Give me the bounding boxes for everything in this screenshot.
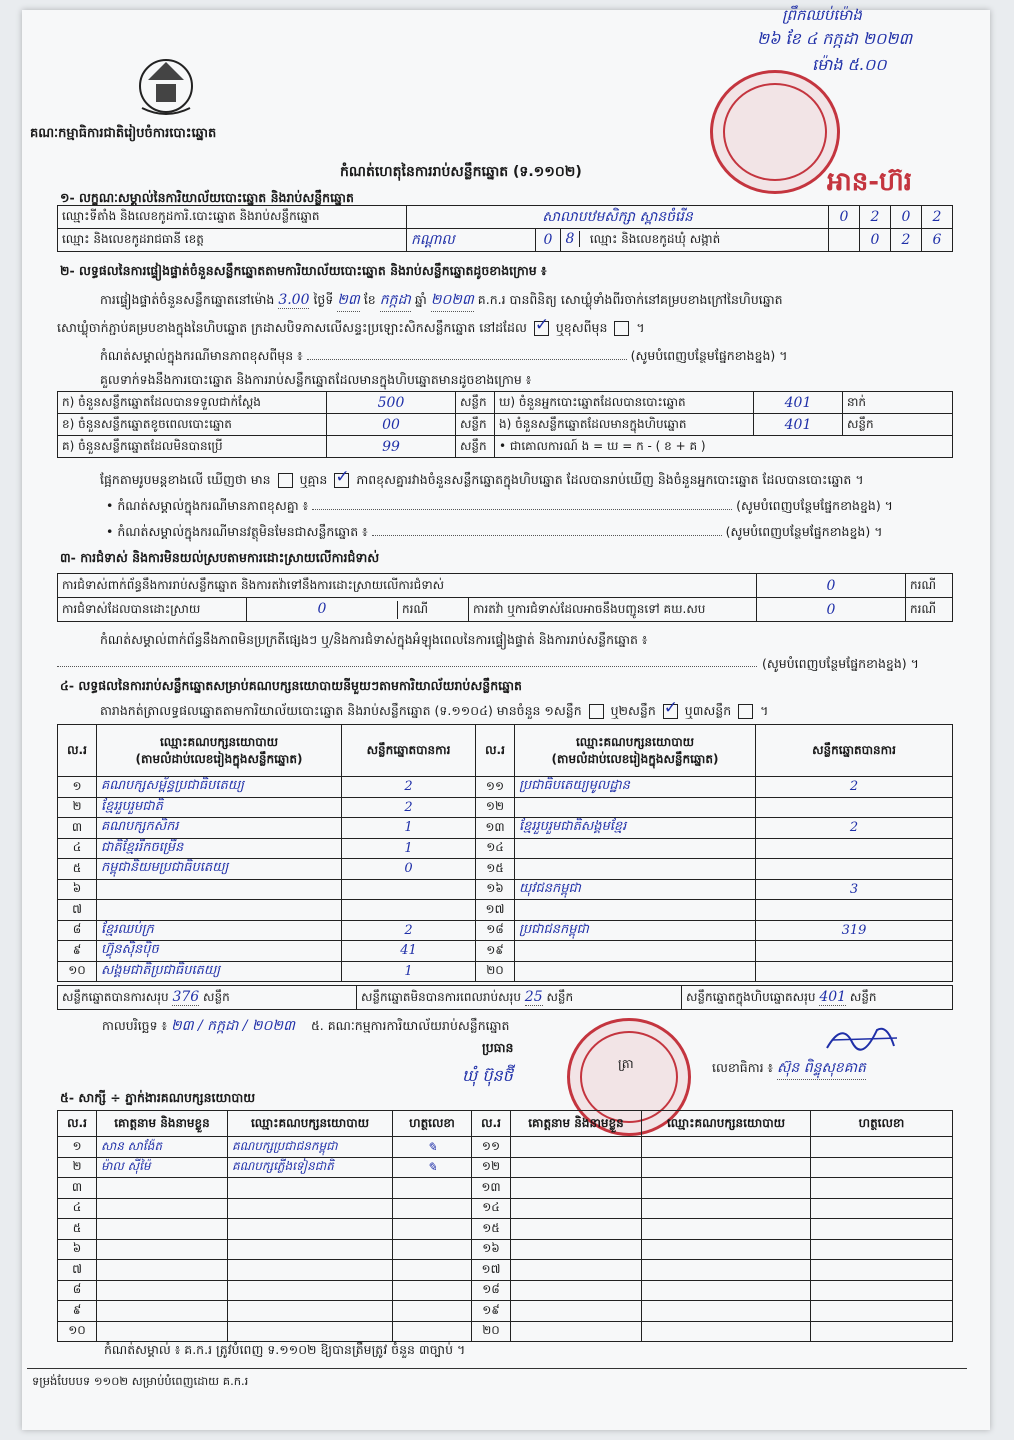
witness-party (228, 1301, 393, 1322)
witness-number: ១២ (472, 1157, 511, 1178)
resolved-value: 0 (317, 600, 327, 617)
voters-label: ឃ) ចំនួនអ្នកបោះឆ្នោតដែលបានបោះឆ្នោត (495, 392, 754, 414)
witness-row (58, 1178, 953, 1199)
verification-year: ២០២៣ (431, 290, 474, 312)
verification-day-label: ថ្ងៃទី (313, 292, 334, 307)
w-col-no-right: ល.រ (472, 1111, 511, 1137)
witness-party (642, 1260, 811, 1281)
witness-signature-icon (811, 1198, 953, 1219)
received-row (58, 392, 953, 414)
party-row (58, 879, 953, 900)
witness-signature-icon (393, 1321, 472, 1342)
change-note (100, 348, 980, 367)
witness-name (511, 1178, 642, 1199)
witness-name (511, 1301, 642, 1322)
stamp-label: ត្រា (618, 1056, 634, 1071)
party-row (58, 797, 953, 818)
section1-heading: ១- លក្ខណៈសម្គាល់នៃការិយាល័យបោះឆ្នោត និងរាប់សន្លឹកឆ្នោត (60, 190, 354, 205)
witness-party (642, 1157, 811, 1178)
witness-signature-icon (393, 1219, 472, 1240)
commune-code-1: 0 (860, 229, 891, 252)
party-number: ១ (58, 777, 97, 798)
province-code-cell (561, 229, 829, 252)
party-votes (756, 961, 953, 982)
province-code-2: 8 (561, 231, 580, 247)
unused-unit: សន្លឹក (456, 436, 495, 458)
closing-date-label: កាលបរិច្ឆេទ ៖ (102, 1018, 168, 1033)
closing-date-value: ២៣ / កក្កដា / ២០២៣ (171, 1018, 295, 1034)
w-col-no-left: ល.រ (58, 1111, 97, 1137)
difference-note (106, 498, 893, 517)
col-party-left: ឈ្មោះគណបក្សនយោបាយ (តាមលំដាប់លេខរៀងក្នុងសន្លឹកឆ្នោត) (97, 725, 342, 777)
party-results-table (57, 724, 953, 982)
col-no-left: ល.រ (58, 725, 97, 777)
witness-number: ៥ (58, 1219, 97, 1240)
witness-name (97, 1260, 228, 1281)
two-sheets-label: ឬ២សន្លឹក (610, 703, 656, 718)
party-votes (756, 859, 953, 880)
difference-none-label: ឬគ្មាន (299, 472, 328, 487)
box-total-value: 401 (819, 988, 847, 1005)
witness-signature-icon (811, 1280, 953, 1301)
col-votes-right: សន្លឹកឆ្នោតបានការ (756, 725, 953, 777)
location-code-4: 2 (922, 206, 953, 229)
witness-number: ២ (58, 1157, 97, 1178)
witness-party (228, 1198, 393, 1219)
party-name: ជាតិខ្មែររីកចម្រើន (97, 838, 342, 859)
party-name: ខ្មែរឈប់ក្រ (97, 920, 342, 941)
objection-unit: ករណី (906, 574, 953, 598)
party-votes: 2 (342, 797, 476, 818)
difference-none-checkbox[interactable] (334, 473, 349, 488)
party-votes: 2 (756, 777, 953, 798)
party-votes: 1 (342, 818, 476, 839)
secretary-line: លេខាធិការ ៖ ស៊ុន ពិន្ទុសុខគាត (712, 1058, 866, 1080)
witness-row (58, 1239, 953, 1260)
witness-signature-icon (393, 1198, 472, 1219)
party-number: ១១ (476, 777, 515, 798)
witness-signature-icon (811, 1321, 953, 1342)
secretary-label: លេខាធិការ (712, 1060, 764, 1075)
witness-number: ១៤ (472, 1198, 511, 1219)
party-name (515, 838, 756, 859)
witness-name (511, 1260, 642, 1281)
party-row (58, 900, 953, 921)
change-note-hint: (សូមបំពេញបន្ថែមផ្នែកខាងខ្នង) ។ (630, 348, 788, 363)
witness-name (97, 1301, 228, 1322)
witness-number: ១១ (472, 1137, 511, 1158)
party-votes: 319 (756, 920, 953, 941)
party-number: ១៧ (476, 900, 515, 921)
changed-label: ឬខុសពីមុន (555, 320, 608, 335)
party-row (58, 941, 953, 962)
province-value: កណ្ដាល (407, 229, 536, 252)
witness-name (511, 1219, 642, 1240)
witness-signature-icon (393, 1301, 472, 1322)
witness-signature-icon (811, 1260, 953, 1281)
party-name: ប្រជាជនកម្ពុជា (515, 920, 756, 941)
party-name: យុវជនកម្ពុជា (515, 879, 756, 900)
witness-signature-icon (393, 1239, 472, 1260)
commune-code-3: 6 (922, 229, 953, 252)
totals-table (57, 985, 953, 1010)
location-code-2: 2 (860, 206, 891, 229)
unused-row (58, 436, 953, 458)
verification-time: 3.00 (278, 292, 310, 308)
spoiled-unit: សន្លឹក (456, 414, 495, 436)
party-votes: 2 (342, 920, 476, 941)
w-col-sign-right: ហត្ថលេខា (811, 1111, 953, 1137)
location-code-3: 0 (891, 206, 922, 229)
spoiled-row (58, 414, 953, 436)
in-box-unit: សន្លឹក (843, 414, 953, 436)
section1-table (57, 205, 953, 252)
section2-table (57, 391, 953, 458)
secretary-name: ស៊ុន ពិន្ទុសុខគាត (777, 1058, 866, 1080)
objection-value: 0 (757, 574, 906, 598)
party-votes (756, 797, 953, 818)
official-seal-icon (710, 70, 840, 194)
three-sheets-checkbox[interactable] (738, 704, 753, 719)
witness-name (97, 1178, 228, 1199)
section4-heading: ៤- លទ្ធផលនៃការរាប់សន្លឹកឆ្នោតសម្រាប់គណបក្សនយោបាយនីមួយៗតាមការិយាល័យរាប់សន្លឹកឆ្នោត (60, 678, 522, 693)
witness-table (57, 1110, 953, 1342)
witness-row (58, 1219, 953, 1240)
col-votes-left: សន្លឹកឆ្នោតបានការ (342, 725, 476, 777)
party-votes: 41 (342, 941, 476, 962)
witness-number: ១៥ (472, 1219, 511, 1240)
unused-value: 99 (327, 436, 456, 458)
witness-number: ១៣ (472, 1178, 511, 1199)
witness-row (58, 1157, 953, 1178)
witness-number: ៣ (58, 1178, 97, 1199)
party-votes: 2 (756, 818, 953, 839)
party-row (58, 920, 953, 941)
party-number: ៤ (58, 838, 97, 859)
foreign-object-hint: (សូមបំពេញបន្ថែមផ្នែកខាងខ្នង) ។ (725, 524, 883, 539)
party-votes (342, 900, 476, 921)
witness-signature-icon (811, 1178, 953, 1199)
commission-name: គណៈកម្មាធិការជាតិរៀបចំការបោះឆ្នោត (30, 126, 217, 141)
invalid-total: សន្លឹកឆ្នោតមិនបានការពេលរាប់សរុប 25 សន្លឹក (357, 986, 682, 1010)
witness-party (228, 1178, 393, 1199)
party-row (58, 818, 953, 839)
corner-note-line1: ព្រឹកឈប់ម៉ោង (782, 6, 862, 24)
witness-number: ១ (58, 1137, 97, 1158)
witness-row (58, 1198, 953, 1219)
party-name (97, 900, 342, 921)
party-name: សង្គមជាតិប្រជាធិបតេយ្យ (97, 961, 342, 982)
witness-name (511, 1280, 642, 1301)
three-sheets-label: ឬ៣សន្លឹក (684, 703, 732, 718)
verification-month-label: ខែ (363, 292, 376, 307)
witness-name (97, 1239, 228, 1260)
party-name: ប្រជាធិបតេយ្យមូលដ្ឋាន (515, 777, 756, 798)
witness-number: ៤ (58, 1198, 97, 1219)
witness-party (642, 1198, 811, 1219)
witness-signature-icon (393, 1178, 472, 1199)
verification-day: ២៣ (337, 290, 360, 312)
witness-name: ម៉ាល ស៊ីម៉ៃ (97, 1157, 228, 1178)
witness-party (642, 1178, 811, 1199)
witness-signature-icon (811, 1157, 953, 1178)
party-number: ៣ (58, 818, 97, 839)
party-votes (756, 838, 953, 859)
voters-unit: នាក់ (843, 392, 953, 414)
form-footer: ទម្រង់បែបបទ ១១០២ សម្រាប់បំពេញដោយ គ.ក.រ (32, 1374, 249, 1388)
witness-name (511, 1321, 642, 1342)
witness-name (511, 1239, 642, 1260)
party-name (515, 900, 756, 921)
witness-party: គណបក្សប្រជាជនកម្ពុជា (228, 1137, 393, 1158)
party-row (58, 961, 953, 982)
foreign-object-note (106, 524, 882, 543)
commune-label: ឈ្មោះ និងលេខកូដឃុំ សង្កាត់ (589, 232, 721, 246)
party-name (515, 941, 756, 962)
party-votes (756, 941, 953, 962)
witness-party (642, 1321, 811, 1342)
footnote: កំណត់សម្គាល់ ៖ គ.ក.រ ត្រូវបំពេញ ទ.១១០២ ឱ្យបានត្រឹមត្រូវ ចំនួន ៣ច្បាប់ ។ (104, 1342, 466, 1357)
resolved-label: ការជំទាស់ដែលបានដោះស្រាយ (58, 598, 247, 622)
witness-row (58, 1137, 953, 1158)
witness-party (642, 1219, 811, 1240)
witness-party (642, 1137, 811, 1158)
commission-line: ៥. គណៈកម្មការការិយាល័យរាប់សន្លឹកឆ្នោត (310, 1018, 510, 1033)
section2-heading: ២- លទ្ធផលនៃការផ្ទៀងផ្ទាត់ចំនួនសន្លឹកឆ្នោតតាមការិយាល័យបោះឆ្នោត និងរាប់សន្លឹកឆ្នោតដូចខាងក្រោម ៖ (60, 263, 547, 278)
party-number: ១៦ (476, 879, 515, 900)
witness-party (228, 1260, 393, 1281)
party-number: ២០ (476, 961, 515, 982)
witness-signature-icon: ✎ (393, 1157, 472, 1178)
section3-table (57, 573, 953, 622)
seal-status-text: សោឃ្លុំចាក់ភ្ជាប់គម្របខាងក្នុងនៃហិបឆ្នោត ក្រដាសបិទភាសលើសន្ទះប្រឡោះសិកសន្លឹកឆ្នោត នៅដដែល (57, 320, 527, 335)
forwarded-label: ការតវ៉ា ឬការជំទាស់ដែលអាចនឹងបញ្ជូនទៅ គឃ.សប (469, 598, 757, 622)
valid-total: សន្លឹកឆ្នោតបានការសរុប 376 សន្លឹក (58, 986, 357, 1010)
nec-logo-icon (134, 50, 198, 120)
unchanged-checkbox[interactable] (534, 321, 549, 336)
difference-text: ភាពខុសគ្នារវាងចំនួនសន្លឹកឆ្នោតក្នុងហិបឆ្នោត ដែលបានរាប់ឃើញ និងចំនួនអ្នកបោះឆ្នោត ដែលបានបោះឆ្នោត ។ (356, 472, 864, 487)
irregularity-note: កំណត់សម្គាល់ពាក់ព័ន្ធនឹងភាពមិនប្រក្រតីផ្សេងៗ ឬ/និងការជំទាស់ក្នុងអំឡុងពេលនៃការផ្ទៀងផ្ទាត់ និងការរាប់សន្លឹកឆ្នោត ៖ (100, 632, 648, 647)
witness-number: ១៦ (472, 1239, 511, 1260)
in-box-label: ង) ចំនួនសន្លឹកឆ្នោតដែលមានក្នុងហិបឆ្នោត (495, 414, 754, 436)
commune-code-blank (829, 229, 860, 252)
party-votes: 1 (342, 961, 476, 982)
spoiled-value: 00 (327, 414, 456, 436)
party-number: ២ (58, 797, 97, 818)
received-value: 500 (327, 392, 456, 414)
w-col-party-right: ឈ្មោះគណបក្សនយោបាយ (642, 1111, 811, 1137)
witness-number: ១៩ (472, 1301, 511, 1322)
resolved-cell (247, 598, 469, 622)
secretary-signature-icon (822, 1020, 902, 1054)
changed-checkbox[interactable] (614, 321, 629, 336)
witness-name (511, 1157, 642, 1178)
witness-signature-icon (811, 1219, 953, 1240)
party-votes: 0 (342, 859, 476, 880)
verification-text: គ.ក.រ បានពិនិត្យ សោឃ្លុំទាំងពីរចាក់នៅគម្របខាងក្រៅនៃហិបឆ្នោត (477, 292, 783, 307)
party-row (58, 777, 953, 798)
chair-label: ប្រធាន (482, 1040, 514, 1055)
party-name: ហ៊្វុនស៊ិនប៉ិច (97, 941, 342, 962)
party-number: ៦ (58, 879, 97, 900)
verification-line2: សោឃ្លុំចាក់ភ្ជាប់គម្របខាងក្នុងនៃហិបឆ្នោត ក្រដាសបិទភាសលើសន្ទះប្រឡោះសិកសន្លឹកឆ្នោត នៅដដែល ✓ ឬខុសពីមុន ។ (57, 320, 645, 339)
in-box-value: 401 (754, 414, 843, 436)
received-unit: សន្លឹក (456, 392, 495, 414)
w-col-name-left: គោត្តនាម និងនាមខ្លួន (97, 1111, 228, 1137)
witness-party (642, 1239, 811, 1260)
witness-name: សាន សាង៉ែត (97, 1137, 228, 1158)
location-label: ឈ្មោះទីតាំង និងលេខកូដការិ.បោះឆ្នោត និងរាប់សន្លឹកឆ្នោត (58, 206, 407, 229)
party-number: ១៣ (476, 818, 515, 839)
col-party-right: ឈ្មោះគណបក្សនយោបាយ (តាមលំដាប់លេខរៀងក្នុងសន្លឹកឆ្នោត) (515, 725, 756, 777)
w-col-name-right: គោត្តនាម និងនាមខ្លួន (511, 1111, 642, 1137)
chair-signature: ឃុំ ប៊ុនថ៊ី (462, 1066, 513, 1085)
witness-row (58, 1260, 953, 1281)
w-col-sign-left: ហត្ថលេខា (393, 1111, 472, 1137)
witness-name (97, 1280, 228, 1301)
witness-number: ១៨ (472, 1280, 511, 1301)
section3-heading: ៣- ការជំទាស់ និងការមិនយល់ស្របតាមការដោះស្រាយលើការជំទាស់ (60, 550, 380, 565)
witness-name (97, 1198, 228, 1219)
form-title: កំណត់ហេតុនៃការរាប់សន្លឹកឆ្នោត (ទ.១១០២) (340, 164, 582, 180)
witness-name (511, 1198, 642, 1219)
party-row (58, 838, 953, 859)
verification-month: កក្កដា (380, 290, 411, 312)
party-name (515, 961, 756, 982)
witness-row (58, 1280, 953, 1301)
witness-signature-icon (811, 1239, 953, 1260)
tally-sheets-text: តារាងកត់ត្រាលទ្ធផលឆ្នោតតាមការិយាល័យបោះឆ្នោត និងរាប់សន្លឹកឆ្នោត (ទ.១១០៤) មានចំនួន ១សន្លឹក (100, 703, 582, 718)
invalid-total-value: 25 (524, 988, 543, 1005)
party-row (58, 859, 953, 880)
party-votes (756, 900, 953, 921)
location-value: សាលាបឋមសិក្សា ស្ពានចំរើន (407, 206, 829, 229)
resolved-unit: ករណី (397, 601, 432, 619)
verification-year-label: ឆ្នាំ (414, 292, 427, 307)
unused-label: គ) ចំនួនសន្លឹកឆ្នោតដែលមិនបានប្រើ (58, 436, 327, 458)
party-number: ១០ (58, 961, 97, 982)
party-number: ៩ (58, 941, 97, 962)
party-number: ១៥ (476, 859, 515, 880)
verification-line1 (100, 290, 783, 312)
location-code-1: 0 (829, 206, 860, 229)
witness-signature-icon (393, 1280, 472, 1301)
difference-note-label: • កំណត់សម្គាល់ក្នុងករណីមានភាពខុសគ្នា ៖ (106, 498, 309, 513)
party-number: ៨ (58, 920, 97, 941)
closing-date-line (102, 1016, 509, 1037)
party-name: កម្ពុជានិយមប្រជាធិបតេយ្យ (97, 859, 342, 880)
party-votes: 1 (342, 838, 476, 859)
party-votes: 3 (756, 879, 953, 900)
witness-party (228, 1239, 393, 1260)
difference-line (100, 472, 864, 491)
box-total: សន្លឹកឆ្នោតក្នុងហិបឆ្នោតសរុប 401 សន្លឹក (682, 986, 953, 1010)
difference-note-hint: (សូមបំពេញបន្ថែមផ្នែកខាងខ្នង) ។ (736, 498, 893, 513)
party-number: ១៨ (476, 920, 515, 941)
ballot-count-form (22, 6, 990, 1430)
irregularity-hint: (សូមបំពេញបន្ថែមផ្នែកខាងខ្នង) ។ (762, 656, 919, 671)
commune-code-2: 2 (891, 229, 922, 252)
two-sheets-checkbox[interactable] (663, 704, 678, 719)
forwarded-unit: ករណី (906, 598, 953, 622)
party-votes (342, 879, 476, 900)
witness-number: ៨ (58, 1280, 97, 1301)
foreign-object-label: • កំណត់សម្គាល់ក្នុងករណីមានវត្ថុមិនមែនជាសន្លឹកឆ្នោត ៖ (106, 524, 368, 539)
party-number: ១២ (476, 797, 515, 818)
witness-row (58, 1321, 953, 1342)
section5-heading: ៥- សាក្សី ÷ ភ្នាក់ងារគណបក្សនយោបាយ (60, 1090, 256, 1105)
witness-party: គណបក្សភ្លើងទៀនជាតិ (228, 1157, 393, 1178)
witness-party (642, 1280, 811, 1301)
province-code-1: 0 (536, 229, 561, 252)
objection-label: ការជំទាស់ពាក់ព័ន្ធនឹងការរាប់សន្លឹកឆ្នោត និងការតវ៉ាទៅនឹងការដោះស្រាយលើការជំទាស់ (58, 574, 757, 598)
w-col-party-left: ឈ្មោះគណបក្សនយោបាយ (228, 1111, 393, 1137)
corner-note-time: ម៉ោង ៥.០០ (812, 55, 887, 74)
witness-number: ២០ (472, 1321, 511, 1342)
witness-signature-icon (393, 1260, 472, 1281)
party-number: ៧ (58, 900, 97, 921)
col-no-right: ល.រ (476, 725, 515, 777)
party-name: គណបក្សកសិករ (97, 818, 342, 839)
party-votes: 2 (342, 777, 476, 798)
witness-number: ១០ (58, 1321, 97, 1342)
witness-name (97, 1321, 228, 1342)
witness-party (228, 1219, 393, 1240)
witness-name (97, 1219, 228, 1240)
verification-time-label: ការផ្ទៀងផ្ទាត់ចំនួនសន្លឹកឆ្នោតនៅម៉ោង (100, 292, 275, 307)
formula-text: • ជាគោលការណ៍ ង = ឃ = ក - ( ខ + គ ) (495, 436, 953, 458)
red-stamp-text: អាន-ហ៊រ (827, 167, 913, 197)
witness-party (642, 1301, 811, 1322)
party-name: គណបក្សសម្ព័ន្ធប្រជាធិបតេយ្យ (97, 777, 342, 798)
witness-number: ៧ (58, 1260, 97, 1281)
party-name (97, 879, 342, 900)
spoiled-label: ខ) ចំនួនសន្លឹកឆ្នោតខូចពេលបោះឆ្នោត (58, 414, 327, 436)
results-intro: គួលទាក់ទងនឹងការបោះឆ្នោត និងការរាប់សន្លឹកឆ្នោតដែលមានក្នុងហិបឆ្នោតមានដូចខាងក្រោម ៖ (100, 372, 532, 387)
witness-signature-icon (811, 1301, 953, 1322)
province-label: ឈ្មោះ និងលេខកូដរាជធានី ខេត្ត (58, 229, 407, 252)
witness-number: ៦ (58, 1239, 97, 1260)
party-name (515, 797, 756, 818)
party-name: ខ្មែររួបរួមជាតិ (97, 797, 342, 818)
party-number: ១៩ (476, 941, 515, 962)
witness-signature-icon: ✎ (393, 1137, 472, 1158)
valid-total-value: 376 (172, 988, 200, 1005)
witness-name (511, 1137, 642, 1158)
party-number: ១៤ (476, 838, 515, 859)
received-label: ក) ចំនួនសន្លឹកឆ្នោតដែលបានទទួលជាក់ស្ដែង (58, 392, 327, 414)
party-name (515, 859, 756, 880)
tally-sheets-line: តារាងកត់ត្រាលទ្ធផលឆ្នោតតាមការិយាល័យបោះឆ្នោត និងរាប់សន្លឹកឆ្នោត (ទ.១១០៤) មានចំនួន ១សន្លឹក ឬ២សន្លឹក ✓ ឬ៣សន្លឹក ។ (100, 703, 768, 722)
party-name: ខ្មែររួបរួមជាតិសង្គមខ្មែរ (515, 818, 756, 839)
witness-signature-icon (811, 1137, 953, 1158)
difference-has-label: ផ្អែកតាមរូបមន្តខាងលើ ឃើញថា មាន (100, 472, 271, 487)
witness-number: ៩ (58, 1301, 97, 1322)
forwarded-value: 0 (757, 598, 906, 622)
party-number: ៥ (58, 859, 97, 880)
one-sheet-checkbox[interactable] (589, 704, 604, 719)
witness-party (228, 1321, 393, 1342)
witness-party (228, 1280, 393, 1301)
witness-row (58, 1301, 953, 1322)
voters-value: 401 (754, 392, 843, 414)
change-note-label: កំណត់សម្គាល់ក្នុងករណីមានភាពខុសពីមុន ៖ (100, 348, 303, 363)
corner-note-date: ២៦ ខែ ៤ កក្កដា ២០២៣ (757, 29, 913, 48)
witness-number: ១៧ (472, 1260, 511, 1281)
difference-has-checkbox[interactable] (278, 473, 293, 488)
